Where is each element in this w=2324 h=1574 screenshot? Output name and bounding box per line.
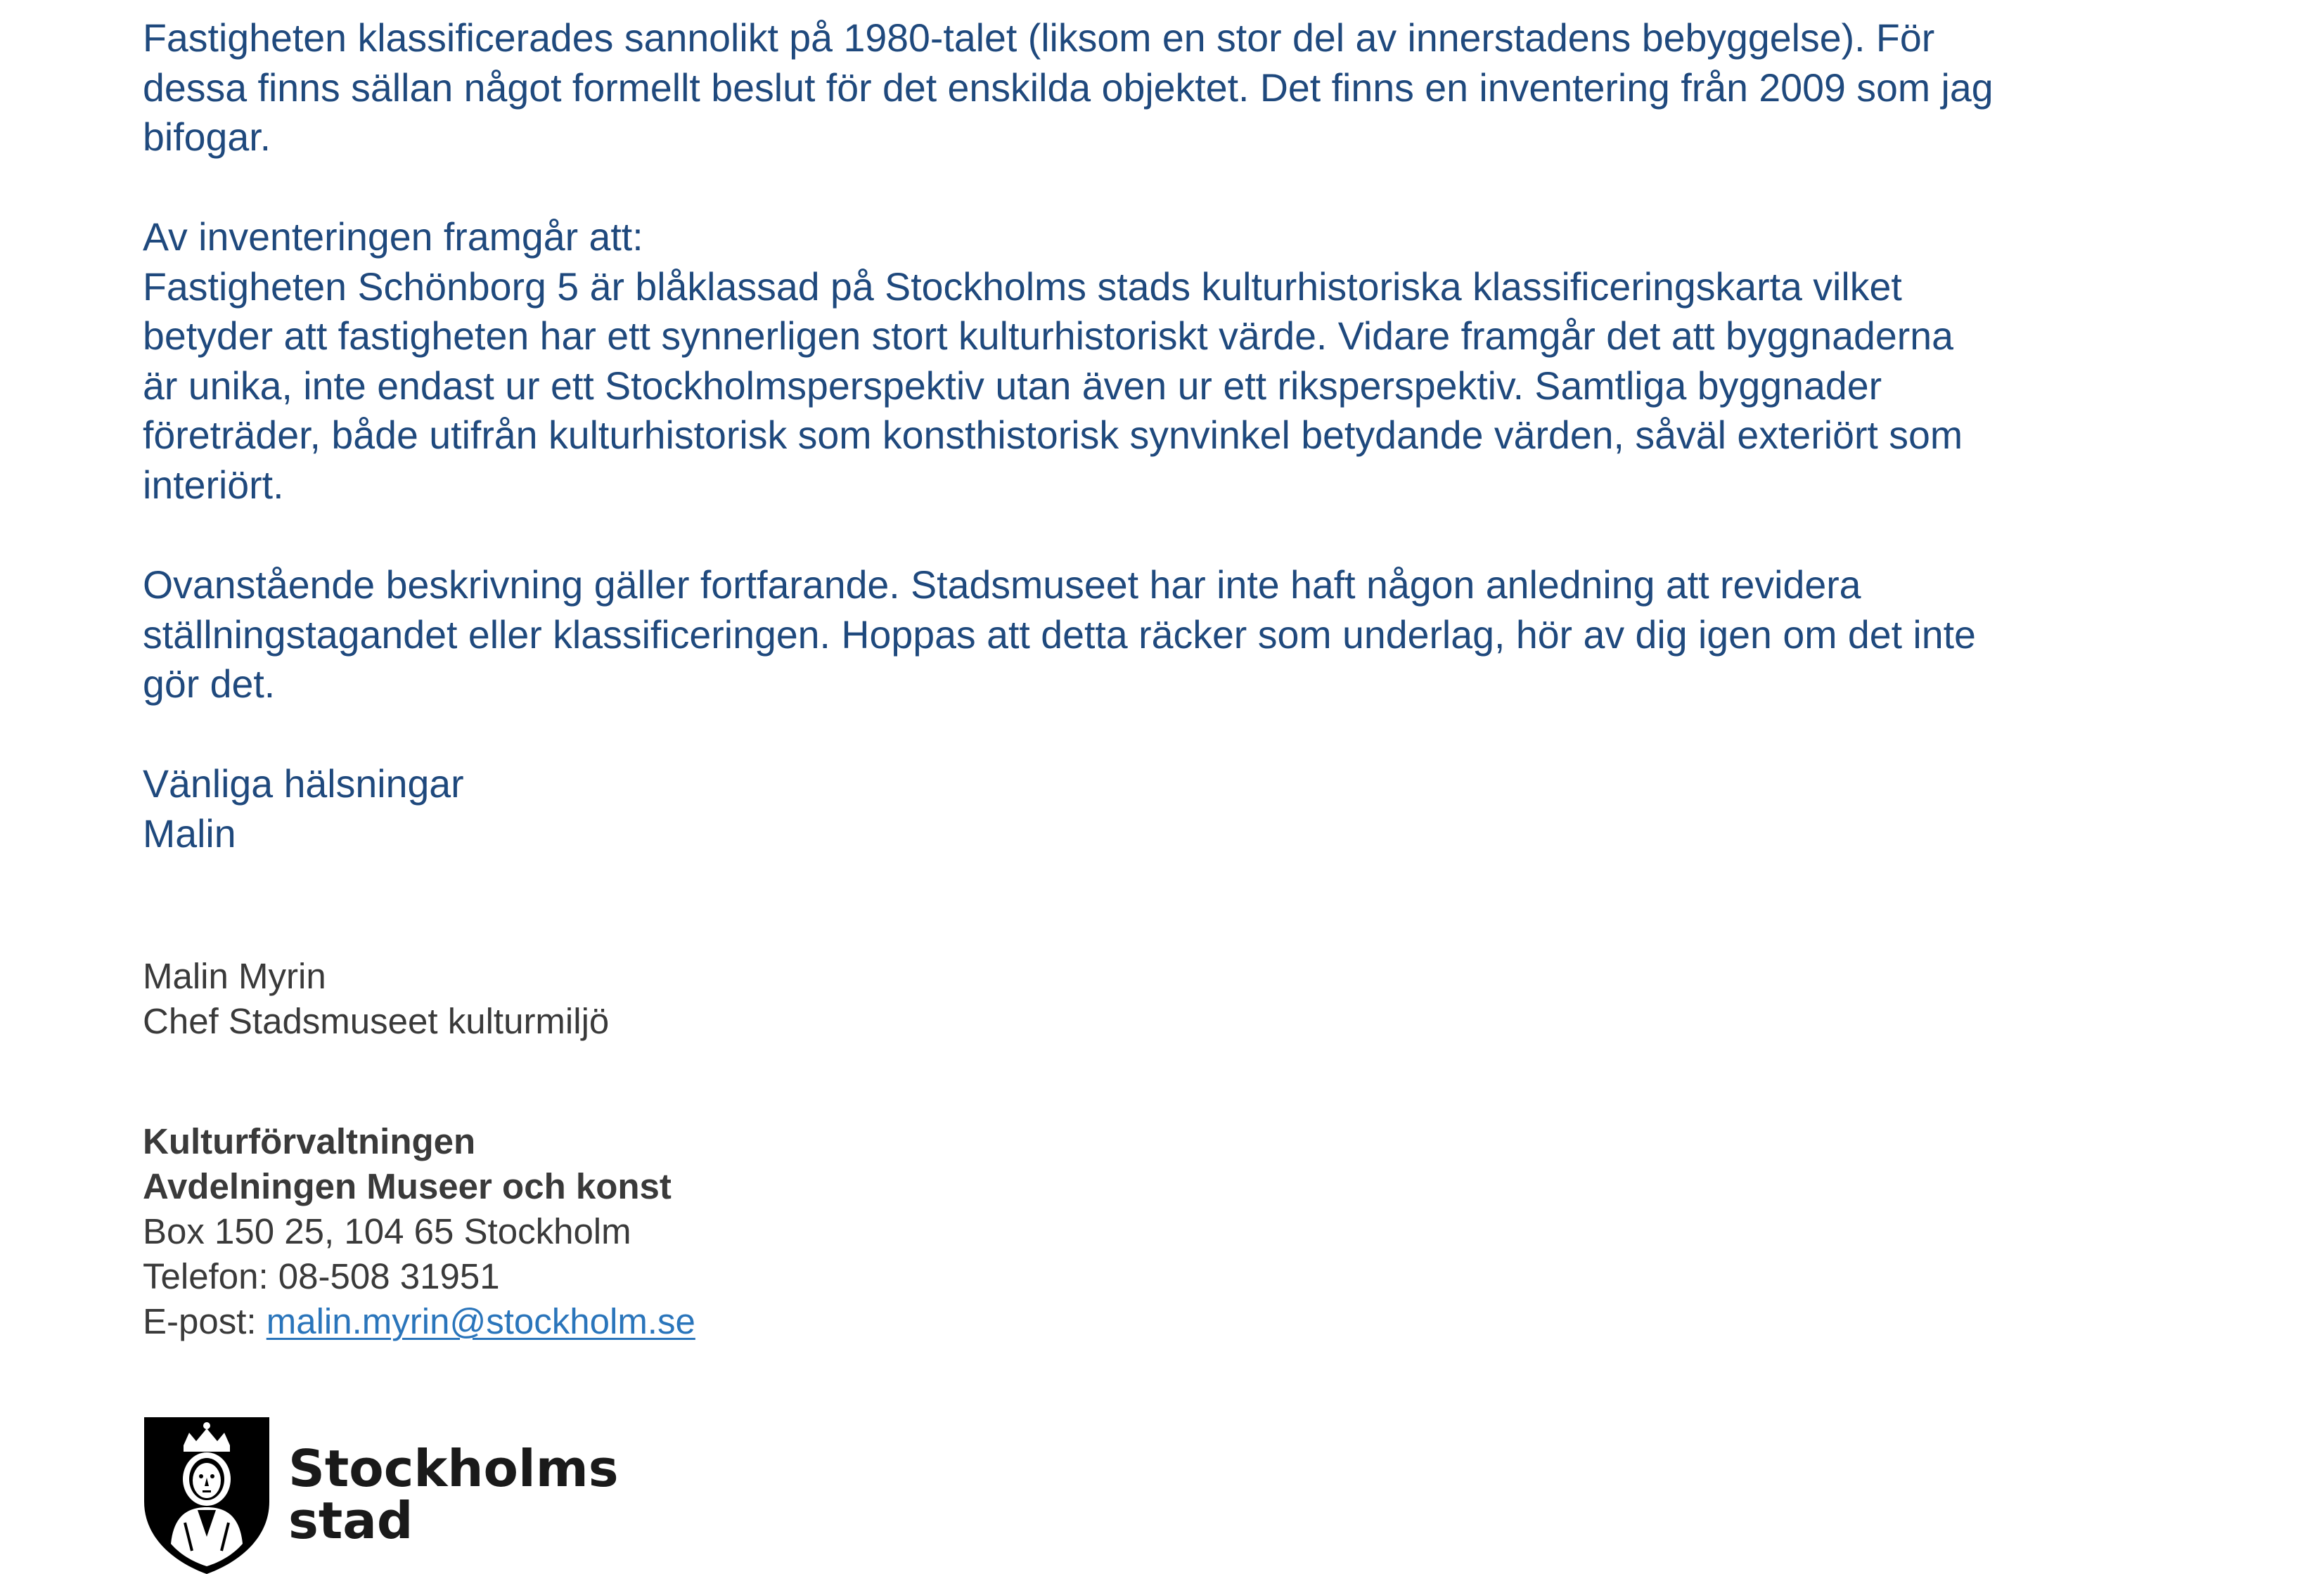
text-line: dessa finns sällan något formellt beslut för det enskilda objektet. Det finns en inventering från 2009 som jag [143,65,1994,110]
text-line: ställningstagandet eller klassificeringen. Hoppas att detta räcker som underlag, hör av dig igen om det inte [143,612,1976,657]
text-line: betyder att fastigheten har ett synnerligen stort kulturhistoriskt värde. Vidare framgår det att byggnaderna [143,314,1953,358]
signature-name: Malin Myrin [143,956,326,996]
email-label: E-post: [143,1301,267,1341]
paragraph-conclusion [143,560,2238,709]
text-line: gör det. [143,662,276,706]
text-line: Av inventeringen framgår att: [143,215,643,259]
signature-contact [143,1119,1268,1344]
stockholms-stad-logo [143,1417,649,1574]
text-line: Fastigheten Schönborg 5 är blåklassad på Stockholms stads kulturhistoriska klassificeringskarta vilket [143,264,1902,309]
signature-person [143,954,1268,1044]
email-link[interactable]: malin.myrin@stockholm.se [266,1301,695,1341]
logo-text-line1: Stockholms [288,1439,619,1498]
signature-phone: Telefon: 08-508 31951 [143,1256,500,1296]
signature-address: Box 150 25, 104 65 Stockholm [143,1211,631,1251]
signature-email-row [143,1299,1268,1344]
text-line: bifogar. [143,115,271,159]
paragraph-inventory [143,212,2238,510]
paragraph-classification [143,13,2238,162]
text-line: Fastigheten klassificerades sannolikt på 1980-talet (liksom en stor del av innerstadens bebyggelse). För [143,16,1935,60]
text-line: interiört. [143,463,284,507]
city-crest-icon [144,1417,269,1574]
signature-department: Avdelningen Museer och konst [143,1166,672,1206]
signature-organization: Kulturförvaltningen [143,1121,476,1161]
text-line: företräder, både utifrån kulturhistorisk som konsthistorisk synvinkel betydande värden, såväl exteriört som [143,413,1963,457]
text-line: är unika, inte endast ur ett Stockholmsperspektiv utan även ur ett riksperspektiv. Samtliga byggnader [143,363,1882,408]
text-line: Ovanstående beskrivning gäller fortfarande. Stadsmuseet har inte haft någon anledning att revidera [143,563,1861,607]
signature-title: Chef Stadsmuseet kulturmiljö [143,1001,610,1041]
closing-greeting: Vänliga hälsningar [143,762,464,806]
closing [143,759,2238,858]
logo-text-line2: stad [288,1491,413,1550]
closing-name: Malin [143,811,236,856]
stockholms-stad-logo-svg [143,1417,649,1574]
